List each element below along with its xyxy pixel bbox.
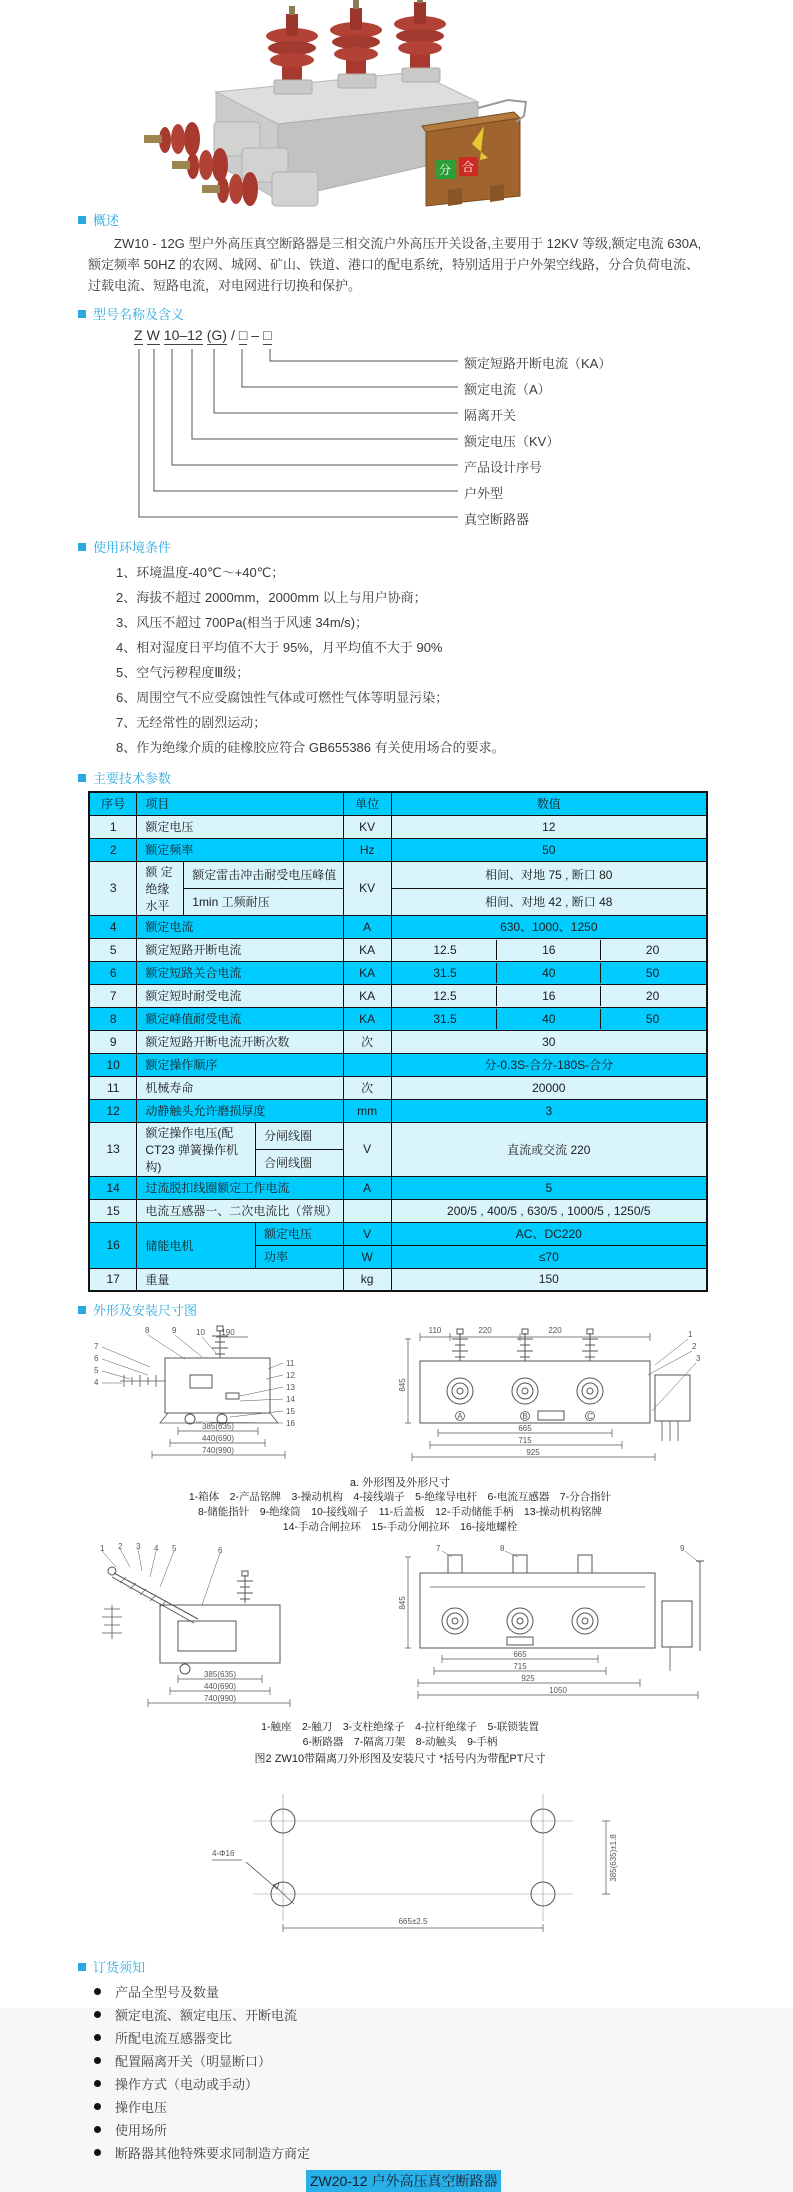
code-part: W — [146, 327, 160, 343]
table-row — [89, 1268, 707, 1291]
code-part: Z — [134, 327, 143, 343]
bullet-icon — [94, 2057, 101, 2064]
model-label: 隔离开关 — [464, 408, 517, 423]
footer — [306, 2170, 705, 2192]
breaker-photo-illustration — [96, 4, 536, 206]
cell-item: 额定短路开断电流开断次数 — [137, 1030, 343, 1053]
col-header-no: 序号 — [89, 792, 137, 815]
cell-value: 20 — [600, 986, 704, 1006]
cell-no: 3 — [89, 861, 137, 915]
cell-value: 16 — [496, 940, 600, 960]
cell-unit: V — [343, 1222, 391, 1245]
section-bullet-icon — [78, 216, 86, 224]
top-insulator-2 — [330, 0, 382, 88]
bullet-icon — [94, 1988, 101, 1995]
fig1-dim: 715 — [518, 1436, 532, 1445]
cell-value: 16 — [496, 986, 600, 1006]
cell-item: 额定电压 — [137, 815, 343, 838]
section-ordering-heading — [78, 1957, 705, 1976]
cell-item: 储能电机 — [137, 1222, 256, 1268]
section-model-heading — [78, 304, 705, 323]
fig2-dim: 440(690) — [203, 1682, 237, 1691]
environment-item: 7、无经常性的剧烈运动； — [116, 715, 267, 730]
figure-1-legend-line: 8-储能指针 9-绝缘筒 10-接线端子 11-后盖板 12-手动储能手柄 13-操动机构铭牌 — [197, 1506, 603, 1518]
cell-value: 30 — [391, 1030, 707, 1053]
fig2-leader: 2 — [118, 1542, 123, 1551]
fig3-height-dim: 385(635)±1.8 — [609, 1834, 618, 1882]
cell-value: 12.5 — [433, 988, 457, 1003]
fig2-leader: 9 — [680, 1544, 685, 1553]
cell-no: 8 — [89, 1007, 137, 1030]
cell-value: 直流或交流 220 — [391, 1122, 707, 1176]
cell-item: 过流脱扣线圈额定工作电流 — [137, 1176, 343, 1199]
environment-item: 1、环境温度-40℃～+40℃； — [116, 565, 285, 580]
fig1-leader: 6 — [94, 1354, 99, 1363]
model-code — [134, 327, 276, 345]
model-label: 额定电流（A） — [464, 382, 551, 397]
cell-item: 额定电流 — [137, 915, 343, 938]
cell-subitem: 额定电压 — [256, 1222, 344, 1245]
figure-1-legend-line: 1-箱体 2-产品铭牌 3-操动机构 4-接线端子 5-绝缘导电杆 6-电流互感器 7-分合指针 — [188, 1491, 612, 1503]
fig1-leader: 13 — [286, 1383, 295, 1392]
cell-unit: KA — [343, 961, 391, 984]
cell-unit: A — [343, 1176, 391, 1199]
control-cabinet — [422, 112, 520, 206]
cell-value: 200/5 , 400/5 , 630/5 , 1000/5 , 1250/5 — [391, 1199, 707, 1222]
cell-no: 4 — [89, 915, 137, 938]
fig1-leader: 8 — [145, 1326, 150, 1335]
ordering-item: 断路器其他特殊要求同制造方商定 — [115, 2146, 311, 2161]
cell-value: 150 — [391, 1268, 707, 1291]
cell-unit: KA — [343, 938, 391, 961]
fig1-leader: 16 — [286, 1419, 295, 1428]
product-photo — [96, 0, 536, 202]
section-title: 外形及安装尺寸图 — [93, 1303, 198, 1318]
code-part: □ — [238, 327, 248, 343]
cell-no: 9 — [89, 1030, 137, 1053]
section-dimensions-heading — [78, 1300, 705, 1319]
section-title: 型号名称及含义 — [93, 307, 185, 322]
cell-item: 机械寿命 — [137, 1076, 343, 1099]
table-row — [89, 1176, 707, 1199]
cell-unit: KA — [343, 984, 391, 1007]
cell-value: 40 — [496, 1009, 600, 1029]
table-row — [89, 1122, 707, 1149]
footer-product-badge: ZW20-12 户外高压真空断路器 — [306, 2170, 501, 2192]
cell-unit: mm — [343, 1099, 391, 1122]
cell-no: 17 — [89, 1268, 137, 1291]
close-sticker-label: 合 — [461, 160, 475, 174]
cell-item: 额定操作顺序 — [137, 1053, 343, 1076]
cell-no: 6 — [89, 961, 137, 984]
cell-value: 5 — [391, 1176, 707, 1199]
model-label: 额定电压（KV） — [464, 434, 560, 449]
cell-unit — [343, 1053, 391, 1076]
table-row — [89, 1222, 707, 1245]
fig1-leader: 9 — [172, 1326, 177, 1335]
fig1-dim: 385(635) — [201, 1422, 235, 1431]
figure-1-legend-line: 14-手动合闸拉环 15-手动分闸拉环 16-接地螺栓 — [282, 1521, 518, 1533]
fig1-dim: 740(990) — [201, 1446, 235, 1455]
table-row — [89, 838, 707, 861]
model-meaning-diagram — [106, 327, 726, 529]
fig2-leader: 1 — [100, 1544, 105, 1553]
environment-item: 3、风压不超过 700Pa(相当于风速 34m/s)； — [116, 615, 369, 630]
fig2-leader: 4 — [154, 1544, 159, 1553]
fig1-leader: 7 — [94, 1342, 99, 1351]
cell-value: ≤70 — [391, 1245, 707, 1268]
cell-unit: A — [343, 915, 391, 938]
fig1-leader: 11 — [286, 1359, 295, 1368]
cell-subitem: 额定雷击冲击耐受电压峰值 — [184, 861, 343, 888]
fig1-dim: 220 — [478, 1326, 492, 1335]
cell-no: 11 — [89, 1076, 137, 1099]
figure-1-outline-drawing — [90, 1323, 705, 1535]
cell-value: 12.5 — [433, 942, 457, 957]
table-header-row — [89, 792, 707, 815]
fig1-dim: 220 — [548, 1326, 562, 1335]
cell-unit: KV — [343, 815, 391, 838]
fig2-leader: 5 — [172, 1544, 177, 1553]
fig1-leader: 4 — [94, 1378, 99, 1387]
code-part: □ — [263, 327, 272, 343]
cell-subitem: 1min 工频耐压 — [184, 888, 343, 915]
fig2-leader: 8 — [500, 1544, 505, 1553]
fig2-leader: 7 — [436, 1544, 441, 1553]
cell-value: 50 — [391, 838, 707, 861]
fig2-dim: 385(635) — [203, 1670, 237, 1679]
section-bullet-icon — [78, 1306, 86, 1314]
table-row — [89, 861, 707, 888]
table-row — [89, 1099, 707, 1122]
cell-value: 分-0.3S-合分-180S-合分 — [391, 1053, 707, 1076]
fig3-hole-label: 4-Φ16 — [212, 1849, 235, 1858]
environment-item: 6、周围空气不应受腐蚀性气体或可燃性气体等明显污染； — [116, 690, 449, 705]
fig1-dim: 190 — [221, 1328, 235, 1337]
environment-item: 4、相对湿度日平均值不大于 95%，月平均值不大于 90% — [116, 640, 443, 655]
cell-item: 电流互感器一、二次电流比（常规） — [137, 1199, 343, 1222]
cell-value: 相间、对地 75 , 断口 80 — [391, 861, 707, 888]
table-row — [89, 1053, 707, 1076]
table-row — [89, 815, 707, 838]
section-bullet-icon — [78, 310, 86, 318]
bullet-icon — [94, 2034, 101, 2041]
fig2-dim: 845 — [398, 1596, 407, 1610]
table-row — [89, 1007, 707, 1030]
fig2-dim: 715 — [513, 1662, 527, 1671]
cell-no: 13 — [89, 1122, 137, 1176]
section-bullet-icon — [78, 1963, 86, 1971]
cell-no: 10 — [89, 1053, 137, 1076]
ordering-item: 产品全型号及数量 — [115, 1985, 220, 2000]
model-connector-lines — [106, 327, 726, 529]
fig1-leader: 15 — [286, 1407, 295, 1416]
cell-item: 额 定 绝缘水平 — [137, 861, 184, 915]
environment-item: 2、海拔不超过 2000mm，2000mm 以上与用户协商； — [116, 590, 427, 605]
fig2-leader: 3 — [136, 1542, 141, 1551]
cell-unit: KA — [343, 1007, 391, 1030]
section-title: 主要技术参数 — [93, 771, 172, 786]
cell-item: 额定操作电压(配 CT23 弹簧操作机构) — [137, 1122, 256, 1176]
model-label: 真空断路器 — [464, 512, 530, 527]
cell-unit: V — [343, 1122, 391, 1176]
bullet-icon — [94, 2011, 101, 2018]
cell-value: 630、1000、1250 — [391, 915, 707, 938]
cell-item: 额定频率 — [137, 838, 343, 861]
cell-value: 50 — [600, 963, 704, 983]
cell-no: 5 — [89, 938, 137, 961]
cell-subitem: 功率 — [256, 1245, 344, 1268]
cell-value: 3 — [391, 1099, 707, 1122]
cell-item: 额定短路开断电流 — [137, 938, 343, 961]
fig1-leader: 2 — [692, 1342, 697, 1351]
col-header-item: 项目 — [137, 792, 343, 815]
fig1-leader: 5 — [94, 1366, 99, 1375]
cell-subitem: 分闸线圈 — [256, 1122, 344, 1149]
cell-unit — [343, 1199, 391, 1222]
fig1-dim: 110 — [428, 1326, 442, 1335]
model-label: 额定短路开断电流（KA） — [464, 356, 612, 371]
fig2-dim: 665 — [513, 1650, 527, 1659]
cell-value: 20000 — [391, 1076, 707, 1099]
section-params-heading — [78, 768, 705, 787]
environment-list — [88, 560, 705, 760]
cell-no: 7 — [89, 984, 137, 1007]
cell-item: 额定短路关合电流 — [137, 961, 343, 984]
fig1-leader: 12 — [286, 1371, 295, 1380]
cell-item: 额定短时耐受电流 — [137, 984, 343, 1007]
open-sticker-label: 分 — [438, 163, 452, 177]
cell-item: 重量 — [137, 1268, 343, 1291]
table-row — [89, 1076, 707, 1099]
cell-unit: KV — [343, 861, 391, 915]
cell-value: 31.5 — [433, 1011, 457, 1026]
figure-1-caption: a. 外形图及外形尺寸 — [349, 1477, 451, 1489]
fig2-dim: 740(990) — [203, 1694, 237, 1703]
bullet-icon — [94, 2126, 101, 2133]
cell-value: 50 — [600, 1009, 704, 1029]
bullet-icon — [94, 2149, 101, 2156]
table-row — [89, 1199, 707, 1222]
cell-value: 20 — [600, 940, 704, 960]
fig1-dim: 665 — [518, 1424, 532, 1433]
table-row — [89, 915, 707, 938]
cell-value: 相间、对地 42 , 断口 48 — [391, 888, 707, 915]
figure-3-mounting-plan — [198, 1776, 705, 1949]
fig1-dim: 440(690) — [201, 1434, 235, 1443]
ordering-item: 操作电压 — [115, 2100, 168, 2115]
figure-2-caption: 图2 ZW10带隔离刀外形图及安装尺寸 *括号内为带配PT尺寸 — [254, 1753, 546, 1765]
cell-no: 12 — [89, 1099, 137, 1122]
figure-2-legend-line: 1-触座 2-触刀 3-支柱绝缘子 4-拉杆绝缘子 5-联锁装置 — [261, 1721, 539, 1733]
code-part: (G) — [206, 327, 227, 343]
cell-value: AC、DC220 — [391, 1222, 707, 1245]
fig3-width-dim: 665±2.5 — [398, 1917, 428, 1926]
section-environment-heading — [78, 537, 705, 556]
cell-unit: 次 — [343, 1030, 391, 1053]
parameters-table — [88, 791, 708, 1292]
cell-no: 14 — [89, 1176, 137, 1199]
table-row — [89, 984, 707, 1007]
overview-paragraph: ZW10 - 12G 型户外高压真空断路器是三相交流户外高压开关设备,主要用于 12KV 等级,额定电流 630A,额定频率 50HZ 的农网、城网、矿山、铁道、港口的配电系统，特别适用于户外架空线路，分合负荷电流、过载电流、短路电流，对电网进行切换和保护。 — [88, 236, 702, 293]
fig1-dim: 845 — [398, 1378, 407, 1392]
fig1-phase: A — [457, 1412, 463, 1421]
fig1-leader: 1 — [688, 1330, 693, 1339]
ordering-item: 使用场所 — [115, 2123, 168, 2138]
top-insulator-3 — [394, 0, 446, 82]
fig1-leader: 14 — [286, 1395, 295, 1404]
fig1-dim: 925 — [526, 1448, 540, 1457]
section-title: 概述 — [93, 213, 120, 228]
ordering-item: 所配电流互感器变比 — [115, 2031, 233, 2046]
cell-value: 12 — [391, 815, 707, 838]
model-label: 户外型 — [464, 486, 504, 501]
section-bullet-icon — [78, 774, 86, 782]
section-bullet-icon — [78, 543, 86, 551]
table-row — [89, 961, 707, 984]
cell-item: 额定峰值耐受电流 — [137, 1007, 343, 1030]
fig1-leader: 10 — [196, 1328, 205, 1337]
cell-value: 31.5 — [433, 965, 457, 980]
col-header-value: 数值 — [391, 792, 707, 815]
environment-item: 5、空气污秽程度Ⅲ级； — [116, 665, 250, 680]
cell-unit: 次 — [343, 1076, 391, 1099]
figure-2-disconnector-drawing — [90, 1543, 705, 1766]
cell-no: 15 — [89, 1199, 137, 1222]
cell-unit: kg — [343, 1268, 391, 1291]
table-row — [89, 938, 707, 961]
ordering-item: 额定电流、额定电压、开断电流 — [115, 2008, 298, 2023]
section-title: 使用环境条件 — [93, 540, 172, 555]
cell-no: 16 — [89, 1222, 137, 1268]
cell-no: 2 — [89, 838, 137, 861]
code-part: 10–12 — [163, 327, 203, 343]
fig1-leader: 3 — [696, 1354, 701, 1363]
cell-subitem: 合闸线圈 — [256, 1149, 344, 1176]
cell-unit: W — [343, 1245, 391, 1268]
code-part: / — [230, 327, 235, 343]
cell-item: 动静触头允许磨损厚度 — [137, 1099, 343, 1122]
cell-unit: Hz — [343, 838, 391, 861]
section-overview-heading — [78, 210, 705, 229]
section-title: 订货须知 — [93, 1960, 146, 1975]
col-header-unit: 单位 — [343, 792, 391, 815]
figure-2-legend-line: 6-断路器 7-隔离刀架 8-动触头 9-手柄 — [302, 1736, 498, 1748]
environment-item: 8、作为绝缘介质的硅橡胶应符合 GB655386 有关使用场合的要求。 — [116, 740, 505, 755]
cell-no: 1 — [89, 815, 137, 838]
bullet-icon — [94, 2103, 101, 2110]
ordering-item: 配置隔离开关（明显断口） — [115, 2054, 272, 2069]
fig2-dim: 1050 — [549, 1686, 567, 1695]
ordering-item: 操作方式（电动或手动） — [115, 2077, 259, 2092]
table-row — [89, 1030, 707, 1053]
fig2-dim: 925 — [521, 1674, 535, 1683]
cell-value: 40 — [496, 963, 600, 983]
code-part: – — [251, 327, 260, 343]
fig1-phase: B — [522, 1412, 528, 1421]
bullet-icon — [94, 2080, 101, 2087]
fig2-leader: 6 — [218, 1546, 223, 1555]
fig1-phase: C — [587, 1412, 593, 1421]
model-label: 产品设计序号 — [464, 460, 543, 475]
top-insulator-1 — [266, 6, 318, 94]
ordering-list — [88, 1980, 705, 2164]
